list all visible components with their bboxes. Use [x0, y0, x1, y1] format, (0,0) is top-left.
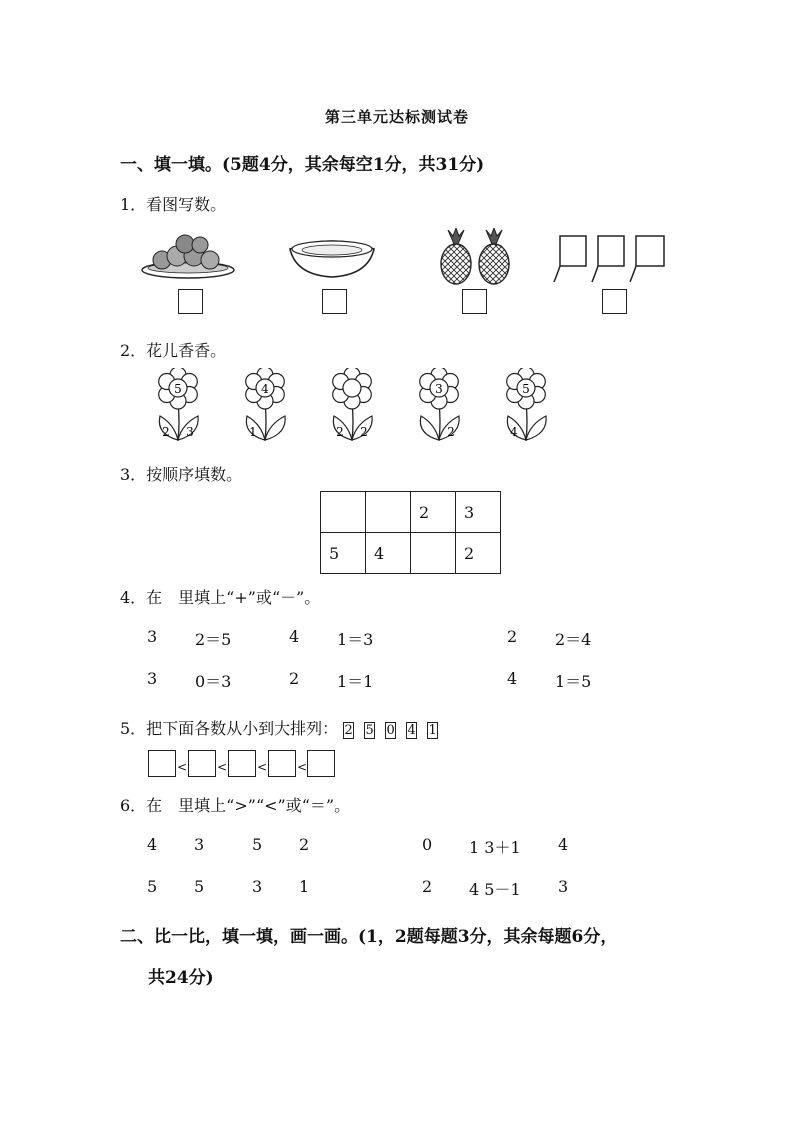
flower-top-number: 5	[522, 382, 530, 396]
section2-heading-cont: 共24分)	[148, 968, 214, 988]
empty-bowl-icon	[286, 235, 378, 280]
answer-box-pineapples[interactable]	[462, 289, 487, 314]
order-box[interactable]	[228, 750, 256, 777]
order-box[interactable]	[148, 750, 176, 777]
number-card: 4	[407, 723, 416, 738]
q3-label: 3．按顺序填数。	[120, 465, 243, 484]
flower-icon	[507, 368, 546, 440]
pineapples-icon	[436, 228, 514, 286]
less-than-sign: <	[297, 760, 308, 774]
less-than-sign: <	[177, 760, 188, 774]
grid-cell[interactable]	[366, 492, 411, 533]
grid-cell: 4	[366, 533, 411, 574]
flower-icon	[159, 368, 198, 440]
section2-heading: 二、比一比，填一填，画一画。(1，2题每题3分，其余每题6分，	[120, 927, 618, 947]
flower-left-number: 2	[336, 425, 344, 439]
answer-box-bowl[interactable]	[322, 289, 347, 314]
answer-box-peaches[interactable]	[178, 289, 203, 314]
flower-top-number: 3	[435, 382, 443, 396]
flower-icon	[246, 368, 285, 440]
grid-cell: 5	[321, 533, 366, 574]
flower-right-number: 2	[447, 425, 455, 439]
order-box[interactable]	[188, 750, 216, 777]
number-card: 5	[365, 723, 374, 738]
flower-top-number: 5	[174, 382, 182, 396]
q5-label: 5．把下面各数从小到大排列： 2 5 0 4 1	[120, 719, 437, 738]
flower-right-number: 3	[186, 425, 194, 439]
grid-cell: 3	[456, 492, 501, 533]
flower-icon	[333, 368, 372, 440]
flower-top-number: 4	[261, 382, 269, 396]
number-card: 1	[428, 723, 437, 738]
number-sequence-grid	[320, 491, 501, 574]
q2-label: 2．花儿香香。	[120, 341, 227, 360]
peaches-plate-icon	[140, 228, 240, 283]
flower-icon	[420, 368, 459, 440]
flower-left-number: 4	[510, 425, 518, 439]
order-box[interactable]	[307, 750, 335, 777]
flower-right-number: 2	[360, 425, 368, 439]
grid-cell: 2	[456, 533, 501, 574]
flags-icon	[548, 232, 672, 284]
grid-cell[interactable]	[321, 492, 366, 533]
number-card: 0	[386, 723, 395, 738]
section1-heading: 一、填一填。(5题4分，其余每空1分，共31分)	[120, 155, 485, 175]
answer-box-flags[interactable]	[602, 289, 627, 314]
q4-label: 4．在 里填上“+”或“－”。	[120, 588, 321, 607]
grid-cell[interactable]	[411, 533, 456, 574]
flower-left-number: 1	[249, 425, 257, 439]
grid-cell: 2	[411, 492, 456, 533]
q6-label: 6．在 里填上“>”“<”或“＝”。	[120, 796, 351, 815]
page-title: 第三单元达标测试卷	[324, 108, 469, 126]
flowers-figure	[140, 368, 700, 444]
flower-left-number: 2	[162, 425, 170, 439]
q1-label: 1．看图写数。	[120, 195, 227, 214]
less-than-sign: <	[257, 760, 268, 774]
number-card: 2	[344, 723, 353, 738]
less-than-sign: <	[217, 760, 228, 774]
order-box[interactable]	[268, 750, 296, 777]
